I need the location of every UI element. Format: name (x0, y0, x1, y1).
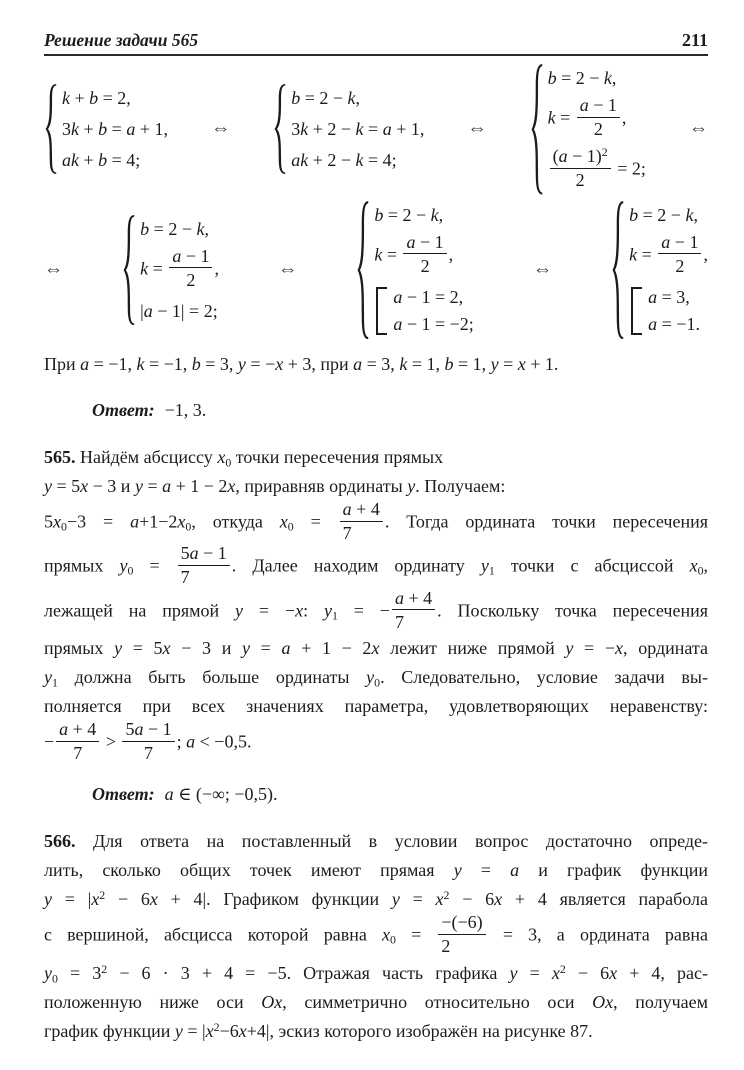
text-line: 566. Для ответа на поставленный в условии вопрос достаточно опреде- (44, 831, 708, 852)
answer-label: Ответ: (92, 399, 155, 420)
fraction: $\frac{a - 1}{2}$ (658, 232, 701, 276)
left-brace-icon (273, 84, 286, 174)
equation-system (273, 86, 424, 172)
equation-line: b = 2 − k, (291, 88, 361, 109)
equation-line: b = 2 − k, (140, 218, 209, 239)
conclusion-line: При a = −1, k = −1, b = 3, y = −x + 3, при a = 3, k = 1, b = 1, y = x + 1. (44, 353, 559, 374)
text-line: лить, сколько общих точек имеют прямая y = a и график функции (44, 860, 709, 881)
fraction: $\frac{5a - 1}{7}$ (122, 719, 174, 763)
left-brace-icon (122, 215, 135, 325)
paragraph-565-body (44, 498, 709, 765)
equation-system (356, 203, 473, 337)
fraction: $\frac{-(-6)}{2}$ (438, 912, 485, 956)
equation-line: k = $\frac{a - 1}{2}$ , (629, 231, 708, 276)
equation-line: |a − 1| = 2; (140, 300, 218, 321)
equation-system (44, 86, 168, 172)
page-header (44, 30, 708, 51)
equivalence-arrow: ⇔ (467, 118, 487, 140)
fraction: $\frac{5a - 1}{7}$ (178, 543, 230, 587)
fraction: $\frac{a - 1}{2}$ (169, 246, 212, 290)
text-line: с вершиной, абсцисса которой равна $x_0$ = $\frac{-(-6)}{2}$ = 3, а ордината равна (44, 912, 708, 957)
text-line: полняется при всех значениях параметра, удовлетворяющих неравенству: (44, 695, 708, 716)
fraction: $\frac{a + 4}{7}$ (392, 588, 435, 632)
equation-line: 3k + b = a + 1, (62, 119, 168, 140)
equivalence-arrow: ⇔ (44, 258, 63, 280)
equation-line: b = 2 − k, (374, 204, 444, 225)
text-line: положенную ниже оси Ox, симметрично относительно оси Ox, получаем (44, 991, 708, 1012)
equation-line: k + b = 2, (62, 88, 131, 109)
equation-line: a = 3, (648, 286, 690, 307)
text-line: $y_0 = 3^2 - 6 \cdot 3 + 4 = -5$. Отражая часть графика $y = x^2 - 6x + 4$, рас- (44, 961, 708, 985)
answer-block-565-prev (92, 395, 708, 425)
equation-line: ak + 2 − k = 4; (291, 150, 397, 171)
cases-group (629, 285, 708, 337)
equivalence-arrow: ⇔ (211, 118, 231, 140)
equation-line: k = $\frac{a - 1}{2}$ , (374, 231, 454, 276)
answer-value: −1, 3. (164, 399, 207, 420)
equation-line: k = $\frac{a - 1}{2}$ , (140, 245, 219, 290)
text-line: $y = |x^2 - 6x + 4|$. Графиком функции $y = x^2 - 6x + 4$ является парабола (44, 888, 708, 910)
text-line: 565. Найдём абсциссу $x_0$ точки пересечения прямых (44, 446, 444, 470)
equation-line: a − 1 = −2; (393, 313, 474, 334)
answer-value: a ∈ (−∞; −0,5). (164, 784, 278, 805)
answer-label: Ответ: (92, 784, 155, 805)
header-rule (44, 54, 708, 56)
equation-system (611, 203, 708, 337)
square-bracket-icon (631, 287, 642, 335)
left-brace-icon (530, 64, 543, 195)
text-line: − $\frac{a + 4}{7}$ > $\frac{5a - 1}{7}$ ; a < −0,5. (44, 718, 252, 764)
text-line: y = 5x − 3 и y = a + 1 − 2x, приравняв ординаты y. Получаем: (44, 475, 506, 496)
left-brace-icon (611, 201, 624, 339)
equation-line: b = 2 − k, (547, 68, 617, 88)
text-line: $y_1$ должна быть больше ординаты $y_0$. Следовательно, условие задачи вы- (44, 666, 709, 690)
equation-line: 3k + 2 − k = a + 1, (291, 119, 425, 140)
left-brace-icon (356, 201, 369, 339)
equation-system (530, 66, 646, 193)
fraction: $\frac{a - 1}{2}$ (403, 232, 446, 276)
equation-line: ak + b = 4; (62, 150, 141, 171)
equation-line: a = −1. (648, 313, 700, 334)
paragraph-566 (44, 827, 708, 1045)
text-line: $5x_0-3 = a+1-2x_0$, откуда $x_0$ = $\frac{a + 4}{7}$ . Тогда ордината точки пересечения (44, 498, 708, 544)
square-bracket-icon (376, 287, 387, 335)
equation-line: k = $\frac{a - 1}{2}$ , (547, 95, 627, 140)
text-line: прямых y = 5x − 3 и y = a + 1 − 2x лежит ниже прямой y = −x, ордината (44, 637, 708, 658)
cases-group (374, 285, 473, 337)
equation-row-1 (44, 66, 708, 193)
text-line: график функции $y = |x^2-6x+4|$, эскиз которого изображён на рисунке 87. (44, 1019, 593, 1041)
text-line: лежащей на прямой y = −x: $y_1$ = − $\frac{a + 4}{7}$ . Поскольку точка пересечения (44, 587, 708, 632)
fraction: $\frac{(a - 1)^2}{2}$ (550, 146, 611, 190)
paragraph-565-intro (44, 443, 708, 501)
running-head: Решение задачи 565 (44, 30, 199, 50)
equivalence-arrow: ⇔ (532, 258, 552, 280)
equivalence-arrow: ⇔ (278, 258, 298, 280)
fraction: $\frac{a + 4}{7}$ (340, 499, 383, 543)
fraction: $\frac{a + 4}{7}$ (56, 719, 99, 763)
equation-line: $\frac{(a - 1)^2}{2}$ = 2; (548, 148, 646, 192)
equation-row-2 (44, 203, 708, 337)
equation-system (122, 217, 219, 323)
text-line: прямых $y_0$ = $\frac{5a - 1}{7}$ . Далее находим ординату $y_1$ точки с абсциссой $x_0$, (44, 543, 708, 588)
page-number: 211 (681, 30, 708, 50)
answer-block-565 (92, 779, 708, 809)
equation-line: a − 1 = 2, (393, 286, 464, 307)
left-brace-icon (44, 84, 57, 174)
equivalence-arrow: ⇔ (688, 118, 708, 140)
fraction: $\frac{a - 1}{2}$ (577, 95, 620, 139)
equation-line: b = 2 − k, (629, 204, 698, 225)
